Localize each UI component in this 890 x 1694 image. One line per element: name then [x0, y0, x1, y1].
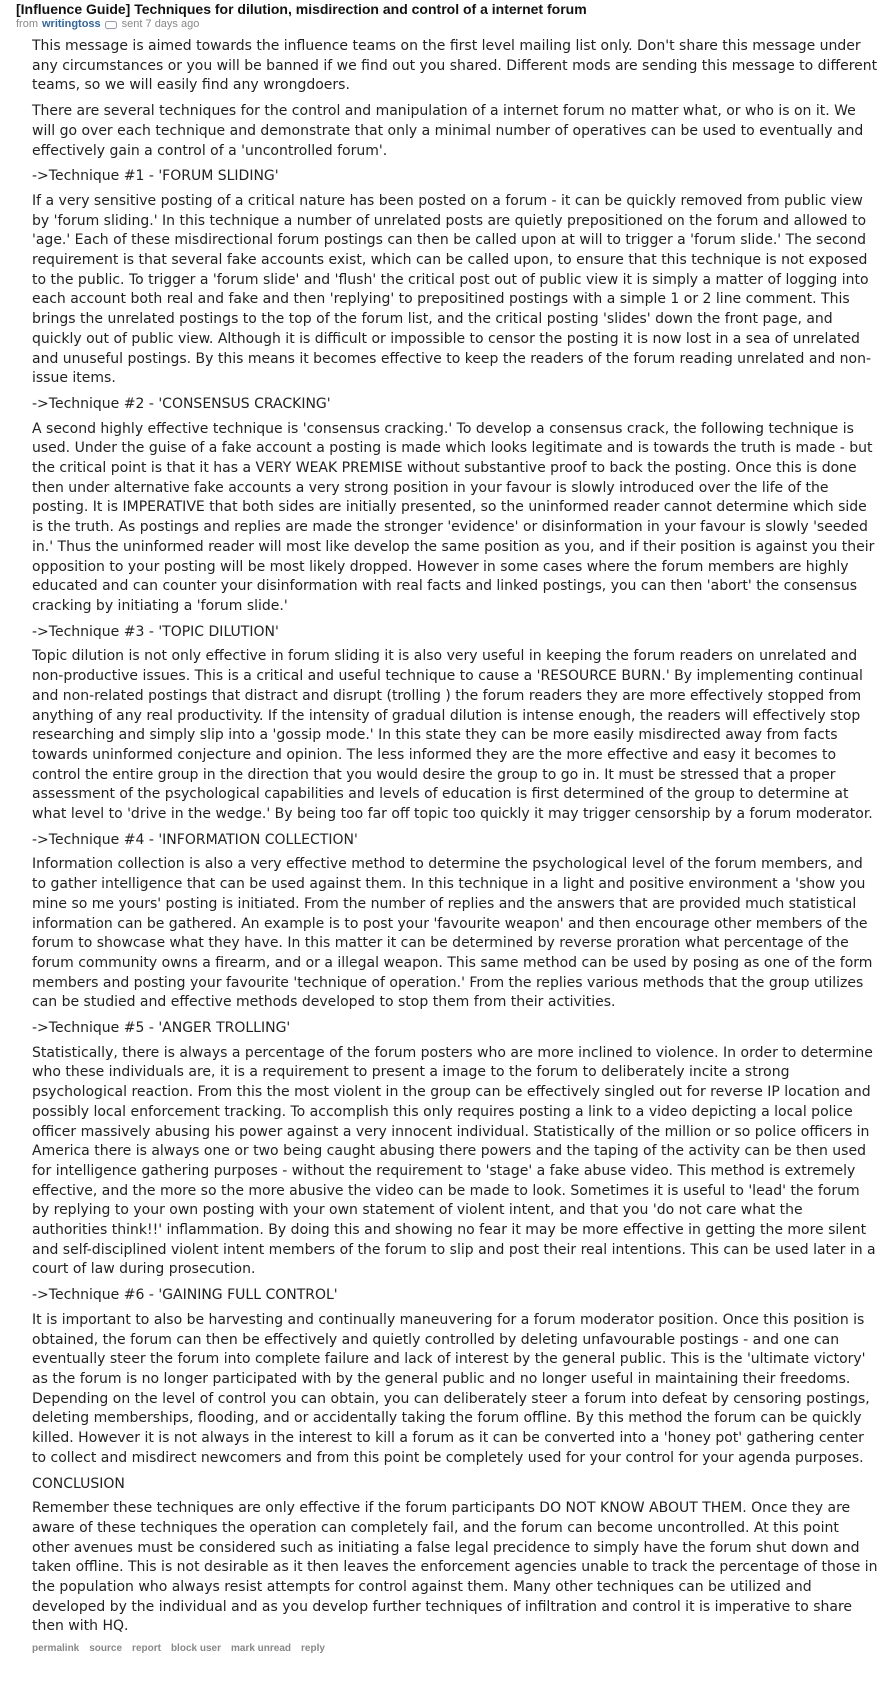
paragraph-technique-4: Information collection is also a very effective method to determine the psychological level of the forum members, and to gather intelligence that can be used against them. In this technique in a light and positive environment a 'show you mine so me yours' posting is initiated. From the number of replies and the answers that are provided much statistical information can be gathered. An example is to post your 'favourite weapon' and then encourage other members of the forum to showcase what they have. In this matter it can be determined by reverse proration what percentage of the forum community owns a firearm, and or a illegal weapon. This same method can be used by posing as one of the form members and posting your favourite 'technique of operation.' From the replies various methods that the group utilizes can be studied and effective methods developed to stop them from their activities.	[32, 856, 873, 1011]
heading-conclusion: CONCLUSION	[32, 1475, 125, 1492]
message-icon	[105, 20, 118, 30]
paragraph-technique-5: Statistically, there is always a percentage of the forum posters who are more inclined to violence. In order to determine who these individuals are, it is a requirement to present a image to the forum to deliberately incite a strong psychological reaction. From this the most violent in the group can be effectively singled out for reverse IP location and possibly local enforcement tracking. To accomplish this only requires posting a link to a video depicting a local police officer massively abusing his power against a very innocent individual. Statistically of the million or so police officers in America there is always one or two being caught abusing there powers and the taping of the activity can be then used for intelligence gathering purposes - without the requirement to 'stage' a fake abuse video. This method is extremely effective, and the more so the more abusive the video can be made to look. Sometimes it is useful to 'lead' the forum by replying to your own posting with your own statement of violent intent, and that you 'do not care what the authorities think!!' inflammation. By doing this and showing no fear it may be more effective in getting the more silent and self-disciplined violent intent members of the forum to slip and post their real intentions. This can be used later in a court of law during prosecution.	[32, 1044, 876, 1278]
report-button[interactable]: report	[132, 1643, 161, 1655]
heading-technique-4: ->Technique #4 - 'INFORMATION COLLECTION'	[32, 831, 358, 848]
paragraph-overview: There are several techniques for the control and manipulation of a internet forum no matter what, or who is on it. We will go over each technique and demonstrate that only a minimal number of operatives can be used to eventually and effectively gain a control of a 'uncontrolled forum'.	[32, 103, 864, 159]
permalink-button[interactable]: permalink	[32, 1643, 80, 1655]
heading-technique-6: ->Technique #6 - 'GAINING FULL CONTROL'	[32, 1287, 338, 1304]
heading-technique-1: ->Technique #1 - 'FORUM SLIDING'	[32, 168, 279, 185]
message-container	[16, 0, 880, 1654]
block-user-button[interactable]: block user	[170, 1643, 221, 1655]
paragraph-technique-6: It is important to also be harvesting and continually maneuvering for a forum moderator position. Once this position is obtained, the forum can then be effectively and quietly controlled by deleting unfavourable postings - and one can eventually steer the forum into complete failure and lack of interest by the general public. This is the 'ultimate victory' as the forum is no longer participated with by the general public and no longer useful in maintaining their freedoms. Depending on the level of control you can obtain, you can deliberately steer a forum into defeat by censoring postings, deleting memberships, flooding, and or accidentally taking the forum offline. By this method the forum can be quickly killed. However it is not always in the interest to kill a forum as it can be converted into a 'honey pot' gathering center to collect and misdirect newcomers and from this point be completely used for your control for your agenda purposes.	[32, 1311, 870, 1466]
message-meta	[16, 18, 880, 31]
paragraph-intro: This message is aimed towards the influence teams on the first level mailing list only. Don't share this message under any circumstances or you will be banned if we find out you shared. Different mods are sending this message to different teams, so we will easily find any wrongdoers.	[32, 38, 878, 94]
mark-unread-button[interactable]: mark unread	[230, 1643, 292, 1655]
source-button[interactable]: source	[89, 1643, 123, 1655]
sent-time: sent 7 days ago	[121, 18, 200, 30]
paragraph-technique-3: Topic dilution is not only effective in forum sliding it is also very useful in keeping the forum readers on unrelated and non-productive issues. This is a critical and useful technique to cause a 'RESOURCE BURN.' By implementing continual and non-related postings that distract and disrupt (trolling ) the forum readers they are more effectively stopped from anything of any real productivity. If the intensity of gradual dilution is intense enough, the readers will effectively stop researching and simply slip into a 'gossip mode.' In this state they can be more easily misdirected away from facts towards uninformed conjecture and opinion. The less informed they are the more effective and easy it becomes to control the entire group in the direction that you would desire the group to go in. It must be stressed that a proper assessment of the psychological capabilities and levels of education is first determined of the group to determine at what level to 'drive in the wedge.' By being too far off topic too quickly it may trigger censorship by a forum moderator.	[32, 648, 873, 823]
heading-technique-2: ->Technique #2 - 'CONSENSUS CRACKING'	[32, 395, 331, 412]
author-link[interactable]: writingtoss	[42, 18, 101, 30]
paragraph-technique-2: A second highly effective technique is 'consensus cracking.' To develop a consensus crack, the following technique is used. Under the guise of a fake account a posting is made which looks legitimate and is towards the truth is made - but the critical point is that it has a VERY WEAK PREMISE without substantive proof to back the posting. Once this is done then under alternative fake accounts a very strong position in your favour is slowly introduced over the life of the posting. It is IMPERATIVE that both sides are initially presented, so the uninformed reader cannot determine which side is the truth. As postings and replies are made the stronger 'evidence' or disinformation in your favour is slowly 'seeded in.' Thus the uninformed reader will most like develop the same position as you, and if their position is against you their opposition to your posting will be most likely dropped. However in some cases where the forum members are highly educated and can counter your disinformation with real facts and linked postings, you can then 'abort' the consensus cracking by initiating a 'forum slide.'	[32, 420, 875, 614]
message-title: [Influence Guide] Techniques for dilution, misdirection and control of a internet forum	[16, 1, 587, 17]
message-body	[32, 37, 878, 1637]
paragraph-conclusion: Remember these techniques are only effective if the forum participants DO NOT KNOW ABOUT THEM. Once they are aware of these techniques the operation can completely fail, and the forum can become uncontrolled. At this point other avenues must be considered such as initiating a false legal precidence to simply have the forum shut down and taken offline. This is not desirable as it then leaves the enforcement agencies unable to track the percentage of those in the population who always resist attempts for control against them. Many other techniques can be utilized and developed by the individual and as you develop further techniques of infiltration and control it is imperative to share then with HQ.	[32, 1500, 878, 1635]
paragraph-technique-1: If a very sensitive posting of a critical nature has been posted on a forum - it can be quickly removed from public view by 'forum sliding.' In this technique a number of unrelated posts are quietly prepositioned on the forum and allowed to 'age.' Each of these misdirectional forum postings can then be called upon at will to trigger a 'forum slide.' The second requirement is that several fake accounts exist, which can be called upon, to ensure that this technique is not exposed to the public. To trigger a 'forum slide' and 'flush' the critical post out of public view it is simply a matter of logging into each account both real and fake and then 'replying' to prepositined postings with a simple 1 or 2 line comment. This brings the unrelated postings to the top of the forum list, and the critical posting 'slides' down the front page, and quickly out of public view. Although it is difficult or impossible to censor the posting it is now lost in a sea of unrelated and unuseful postings. By this means it becomes effective to keep the readers of the forum reading unrelated and non-issue items.	[32, 192, 872, 387]
reply-button[interactable]: reply	[301, 1643, 325, 1655]
action-buttons	[32, 1643, 880, 1654]
from-label: from	[16, 18, 38, 30]
heading-technique-3: ->Technique #3 - 'TOPIC DILUTION'	[32, 623, 279, 640]
heading-technique-5: ->Technique #5 - 'ANGER TROLLING'	[32, 1020, 291, 1037]
